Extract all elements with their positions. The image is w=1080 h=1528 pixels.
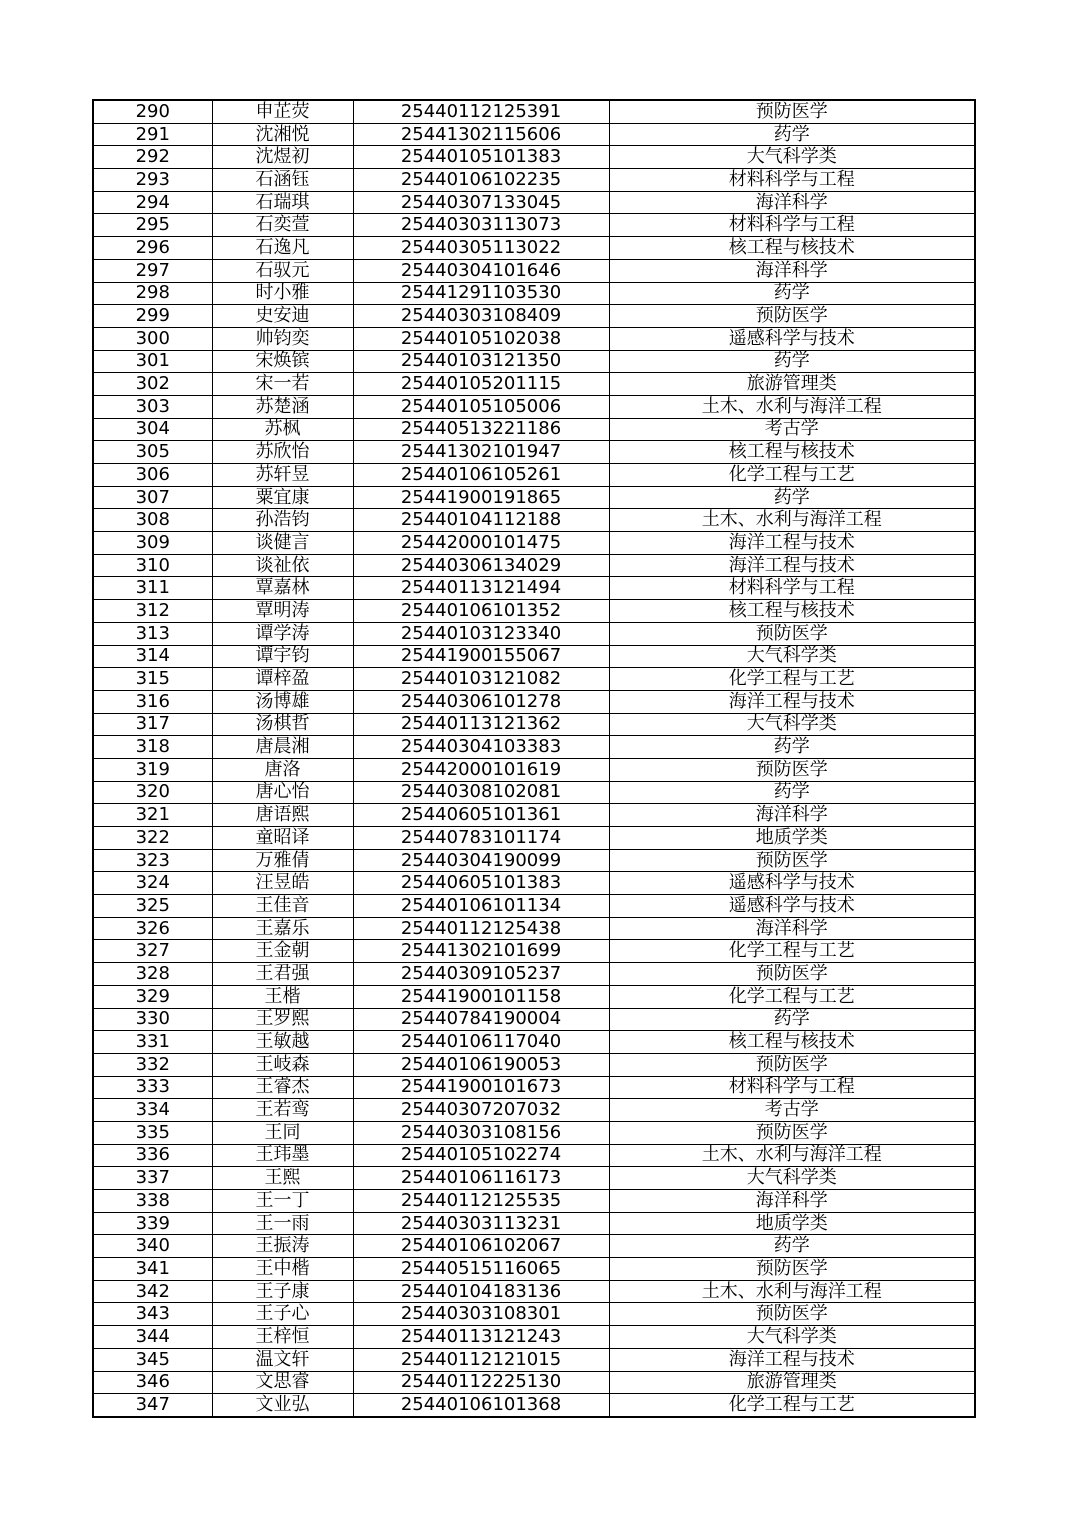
major-cell: 海洋科学 (609, 259, 975, 282)
table-row (93, 191, 975, 214)
name-cell: 万雅倩 (212, 849, 353, 872)
candidate-id-cell: 25440513221186 (353, 418, 609, 441)
table-row (93, 282, 975, 305)
candidate-id-cell: 25440112125391 (353, 100, 609, 123)
row-number-cell: 343 (93, 1303, 212, 1326)
table-row (93, 804, 975, 827)
row-number-cell: 344 (93, 1326, 212, 1349)
candidate-id-cell: 25440303113073 (353, 214, 609, 237)
row-number-cell: 313 (93, 622, 212, 645)
table-row (93, 600, 975, 623)
candidate-id-cell: 25440113121243 (353, 1326, 609, 1349)
major-cell: 药学 (609, 123, 975, 146)
major-cell: 预防医学 (609, 849, 975, 872)
name-cell: 谈健言 (212, 532, 353, 555)
candidate-id-cell: 25440112125438 (353, 917, 609, 940)
table-row (93, 895, 975, 918)
major-cell: 大气科学类 (609, 1326, 975, 1349)
major-cell: 海洋科学 (609, 1190, 975, 1213)
candidate-id-cell: 25440106105261 (353, 464, 609, 487)
row-number-cell: 316 (93, 690, 212, 713)
row-number-cell: 310 (93, 554, 212, 577)
major-cell: 海洋科学 (609, 191, 975, 214)
table-row (93, 214, 975, 237)
table-row (93, 849, 975, 872)
name-cell: 覃明涛 (212, 600, 353, 623)
major-cell: 化学工程与工艺 (609, 1394, 975, 1417)
row-number-cell: 292 (93, 146, 212, 169)
candidate-id-cell: 25440106117040 (353, 1031, 609, 1054)
table-row (93, 237, 975, 260)
row-number-cell: 311 (93, 577, 212, 600)
table-row (93, 146, 975, 169)
major-cell: 化学工程与工艺 (609, 668, 975, 691)
name-cell: 宋一若 (212, 373, 353, 396)
row-number-cell: 329 (93, 985, 212, 1008)
student-list-table (92, 99, 976, 1418)
table-row (93, 1235, 975, 1258)
candidate-id-cell: 25440306101278 (353, 690, 609, 713)
row-number-cell: 318 (93, 736, 212, 759)
row-number-cell: 306 (93, 464, 212, 487)
row-number-cell: 320 (93, 781, 212, 804)
candidate-id-cell: 25441900155067 (353, 645, 609, 668)
table-row (93, 1371, 975, 1394)
name-cell: 王熙 (212, 1167, 353, 1190)
name-cell: 王岐森 (212, 1053, 353, 1076)
candidate-id-cell: 25440106102235 (353, 169, 609, 192)
major-cell: 材料科学与工程 (609, 577, 975, 600)
major-cell: 化学工程与工艺 (609, 985, 975, 1008)
candidate-id-cell: 25441291103530 (353, 282, 609, 305)
table-row (93, 418, 975, 441)
table-row (93, 917, 975, 940)
candidate-id-cell: 25441900101673 (353, 1076, 609, 1099)
name-cell: 汪昱皓 (212, 872, 353, 895)
name-cell: 史安迪 (212, 305, 353, 328)
major-cell: 地质学类 (609, 827, 975, 850)
major-cell: 土木、水利与海洋工程 (609, 509, 975, 532)
table-row (93, 486, 975, 509)
name-cell: 王一丁 (212, 1190, 353, 1213)
major-cell: 预防医学 (609, 1303, 975, 1326)
name-cell: 苏轩昱 (212, 464, 353, 487)
name-cell: 谭学涛 (212, 622, 353, 645)
table-row (93, 1190, 975, 1213)
table-row (93, 940, 975, 963)
major-cell: 化学工程与工艺 (609, 464, 975, 487)
table-row (93, 554, 975, 577)
table-row (93, 690, 975, 713)
major-cell: 海洋工程与技术 (609, 554, 975, 577)
major-cell: 大气科学类 (609, 645, 975, 668)
major-cell: 大气科学类 (609, 146, 975, 169)
table-row (93, 1008, 975, 1031)
candidate-id-cell: 25440106116173 (353, 1167, 609, 1190)
name-cell: 谈祉依 (212, 554, 353, 577)
table-row (93, 509, 975, 532)
major-cell: 遥感科学与技术 (609, 872, 975, 895)
table-row (93, 963, 975, 986)
candidate-id-cell: 25440105201115 (353, 373, 609, 396)
name-cell: 帅钧奕 (212, 327, 353, 350)
name-cell: 唐心怡 (212, 781, 353, 804)
major-cell: 海洋科学 (609, 804, 975, 827)
candidate-id-cell: 25440112225130 (353, 1371, 609, 1394)
name-cell: 谭梓盈 (212, 668, 353, 691)
name-cell: 童昭译 (212, 827, 353, 850)
row-number-cell: 322 (93, 827, 212, 850)
major-cell: 预防医学 (609, 1053, 975, 1076)
major-cell: 考古学 (609, 418, 975, 441)
major-cell: 预防医学 (609, 622, 975, 645)
row-number-cell: 314 (93, 645, 212, 668)
table-row (93, 350, 975, 373)
name-cell: 文业弘 (212, 1394, 353, 1417)
major-cell: 土木、水利与海洋工程 (609, 1144, 975, 1167)
major-cell: 药学 (609, 781, 975, 804)
row-number-cell: 297 (93, 259, 212, 282)
table-row (93, 985, 975, 1008)
major-cell: 化学工程与工艺 (609, 940, 975, 963)
name-cell: 唐晨湘 (212, 736, 353, 759)
row-number-cell: 304 (93, 418, 212, 441)
row-number-cell: 333 (93, 1076, 212, 1099)
candidate-id-cell: 25440303113231 (353, 1212, 609, 1235)
candidate-id-cell: 25440105102274 (353, 1144, 609, 1167)
major-cell: 海洋工程与技术 (609, 1348, 975, 1371)
name-cell: 王玮墨 (212, 1144, 353, 1167)
table-body (93, 100, 975, 1417)
table-row (93, 758, 975, 781)
name-cell: 王君强 (212, 963, 353, 986)
table-row (93, 1212, 975, 1235)
table-row (93, 1167, 975, 1190)
major-cell: 旅游管理类 (609, 373, 975, 396)
candidate-id-cell: 25440106102067 (353, 1235, 609, 1258)
table-row (93, 1099, 975, 1122)
table-row (93, 1076, 975, 1099)
row-number-cell: 290 (93, 100, 212, 123)
name-cell: 王睿杰 (212, 1076, 353, 1099)
table-row (93, 327, 975, 350)
name-cell: 石驭元 (212, 259, 353, 282)
major-cell: 预防医学 (609, 963, 975, 986)
name-cell: 王中楷 (212, 1258, 353, 1281)
row-number-cell: 334 (93, 1099, 212, 1122)
name-cell: 石逸凡 (212, 237, 353, 260)
table-row (93, 259, 975, 282)
row-number-cell: 327 (93, 940, 212, 963)
candidate-id-cell: 25440105105006 (353, 395, 609, 418)
candidate-id-cell: 25440303108156 (353, 1121, 609, 1144)
candidate-id-cell: 25440303108301 (353, 1303, 609, 1326)
candidate-id-cell: 25440783101174 (353, 827, 609, 850)
row-number-cell: 312 (93, 600, 212, 623)
major-cell: 材料科学与工程 (609, 214, 975, 237)
table-row (93, 1303, 975, 1326)
major-cell: 材料科学与工程 (609, 169, 975, 192)
row-number-cell: 342 (93, 1280, 212, 1303)
major-cell: 海洋工程与技术 (609, 690, 975, 713)
table-row (93, 1144, 975, 1167)
name-cell: 王振涛 (212, 1235, 353, 1258)
table-row (93, 123, 975, 146)
name-cell: 王嘉乐 (212, 917, 353, 940)
row-number-cell: 317 (93, 713, 212, 736)
candidate-id-cell: 25441302101699 (353, 940, 609, 963)
candidate-id-cell: 25440103123340 (353, 622, 609, 645)
candidate-id-cell: 25442000101619 (353, 758, 609, 781)
name-cell: 汤博雄 (212, 690, 353, 713)
major-cell: 药学 (609, 1235, 975, 1258)
candidate-id-cell: 25440106101368 (353, 1394, 609, 1417)
candidate-id-cell: 25440106190053 (353, 1053, 609, 1076)
major-cell: 预防医学 (609, 758, 975, 781)
table-row (93, 464, 975, 487)
name-cell: 苏楚涵 (212, 395, 353, 418)
table-row (93, 305, 975, 328)
major-cell: 土木、水利与海洋工程 (609, 1280, 975, 1303)
name-cell: 时小雅 (212, 282, 353, 305)
table-row (93, 532, 975, 555)
table-row (93, 1348, 975, 1371)
table-row (93, 373, 975, 396)
name-cell: 唐语熙 (212, 804, 353, 827)
major-cell: 大气科学类 (609, 713, 975, 736)
row-number-cell: 337 (93, 1167, 212, 1190)
candidate-id-cell: 25440106101352 (353, 600, 609, 623)
name-cell: 石奕萱 (212, 214, 353, 237)
candidate-id-cell: 25440104112188 (353, 509, 609, 532)
name-cell: 王金朝 (212, 940, 353, 963)
candidate-id-cell: 25440104183136 (353, 1280, 609, 1303)
major-cell: 药学 (609, 736, 975, 759)
major-cell: 药学 (609, 486, 975, 509)
row-number-cell: 323 (93, 849, 212, 872)
candidate-id-cell: 25440304190099 (353, 849, 609, 872)
row-number-cell: 346 (93, 1371, 212, 1394)
row-number-cell: 293 (93, 169, 212, 192)
candidate-id-cell: 25440304103383 (353, 736, 609, 759)
name-cell: 宋焕镔 (212, 350, 353, 373)
candidate-id-cell: 25440105101383 (353, 146, 609, 169)
row-number-cell: 325 (93, 895, 212, 918)
major-cell: 药学 (609, 1008, 975, 1031)
name-cell: 谭宇钧 (212, 645, 353, 668)
row-number-cell: 307 (93, 486, 212, 509)
row-number-cell: 328 (93, 963, 212, 986)
row-number-cell: 295 (93, 214, 212, 237)
name-cell: 沈湘悦 (212, 123, 353, 146)
name-cell: 王楷 (212, 985, 353, 1008)
candidate-id-cell: 25440304101646 (353, 259, 609, 282)
candidate-id-cell: 25440306134029 (353, 554, 609, 577)
candidate-id-cell: 25440605101361 (353, 804, 609, 827)
name-cell: 石瑞琪 (212, 191, 353, 214)
name-cell: 王同 (212, 1121, 353, 1144)
table-row (93, 1258, 975, 1281)
name-cell: 粟宜康 (212, 486, 353, 509)
table-row (93, 577, 975, 600)
row-number-cell: 338 (93, 1190, 212, 1213)
row-number-cell: 347 (93, 1394, 212, 1417)
row-number-cell: 319 (93, 758, 212, 781)
major-cell: 海洋科学 (609, 917, 975, 940)
major-cell: 核工程与核技术 (609, 441, 975, 464)
name-cell: 沈煜初 (212, 146, 353, 169)
row-number-cell: 308 (93, 509, 212, 532)
name-cell: 王一雨 (212, 1212, 353, 1235)
name-cell: 唐洛 (212, 758, 353, 781)
table-row (93, 645, 975, 668)
row-number-cell: 330 (93, 1008, 212, 1031)
table-row (93, 169, 975, 192)
candidate-id-cell: 25440105102038 (353, 327, 609, 350)
major-cell: 核工程与核技术 (609, 237, 975, 260)
row-number-cell: 324 (93, 872, 212, 895)
row-number-cell: 298 (93, 282, 212, 305)
table-row (93, 441, 975, 464)
candidate-id-cell: 25441900191865 (353, 486, 609, 509)
row-number-cell: 321 (93, 804, 212, 827)
major-cell: 材料科学与工程 (609, 1076, 975, 1099)
table-row (93, 872, 975, 895)
name-cell: 王子康 (212, 1280, 353, 1303)
table-row (93, 1280, 975, 1303)
name-cell: 孙浩钧 (212, 509, 353, 532)
name-cell: 王若鸾 (212, 1099, 353, 1122)
candidate-id-cell: 25440113121362 (353, 713, 609, 736)
major-cell: 旅游管理类 (609, 1371, 975, 1394)
candidate-id-cell: 25441900101158 (353, 985, 609, 1008)
candidate-id-cell: 25441302115606 (353, 123, 609, 146)
name-cell: 覃嘉林 (212, 577, 353, 600)
major-cell: 海洋工程与技术 (609, 532, 975, 555)
table-row (93, 1394, 975, 1417)
table-row (93, 827, 975, 850)
row-number-cell: 302 (93, 373, 212, 396)
table-row (93, 1121, 975, 1144)
candidate-id-cell: 25440106101134 (353, 895, 609, 918)
table-row (93, 395, 975, 418)
candidate-id-cell: 25442000101475 (353, 532, 609, 555)
candidate-id-cell: 25440308102081 (353, 781, 609, 804)
major-cell: 预防医学 (609, 100, 975, 123)
major-cell: 预防医学 (609, 305, 975, 328)
table-row (93, 1053, 975, 1076)
major-cell: 遥感科学与技术 (609, 327, 975, 350)
candidate-id-cell: 25440112121015 (353, 1348, 609, 1371)
row-number-cell: 305 (93, 441, 212, 464)
candidate-id-cell: 25440305113022 (353, 237, 609, 260)
row-number-cell: 309 (93, 532, 212, 555)
row-number-cell: 341 (93, 1258, 212, 1281)
candidate-id-cell: 25440307207032 (353, 1099, 609, 1122)
row-number-cell: 326 (93, 917, 212, 940)
table-row (93, 668, 975, 691)
row-number-cell: 291 (93, 123, 212, 146)
row-number-cell: 339 (93, 1212, 212, 1235)
row-number-cell: 299 (93, 305, 212, 328)
name-cell: 文思睿 (212, 1371, 353, 1394)
name-cell: 石涵钰 (212, 169, 353, 192)
row-number-cell: 315 (93, 668, 212, 691)
name-cell: 王佳音 (212, 895, 353, 918)
name-cell: 汤棋哲 (212, 713, 353, 736)
row-number-cell: 296 (93, 237, 212, 260)
major-cell: 核工程与核技术 (609, 600, 975, 623)
name-cell: 温文轩 (212, 1348, 353, 1371)
table-row (93, 713, 975, 736)
candidate-id-cell: 25440307133045 (353, 191, 609, 214)
candidate-id-cell: 25440112125535 (353, 1190, 609, 1213)
candidate-id-cell: 25441302101947 (353, 441, 609, 464)
table-row (93, 1031, 975, 1054)
major-cell: 考古学 (609, 1099, 975, 1122)
major-cell: 大气科学类 (609, 1167, 975, 1190)
row-number-cell: 294 (93, 191, 212, 214)
candidate-id-cell: 25440515116065 (353, 1258, 609, 1281)
candidate-id-cell: 25440605101383 (353, 872, 609, 895)
row-number-cell: 301 (93, 350, 212, 373)
major-cell: 土木、水利与海洋工程 (609, 395, 975, 418)
name-cell: 申芷荧 (212, 100, 353, 123)
major-cell: 地质学类 (609, 1212, 975, 1235)
candidate-id-cell: 25440303108409 (353, 305, 609, 328)
row-number-cell: 300 (93, 327, 212, 350)
row-number-cell: 340 (93, 1235, 212, 1258)
row-number-cell: 335 (93, 1121, 212, 1144)
candidate-id-cell: 25440309105237 (353, 963, 609, 986)
name-cell: 王子心 (212, 1303, 353, 1326)
name-cell: 苏枫 (212, 418, 353, 441)
major-cell: 药学 (609, 350, 975, 373)
row-number-cell: 303 (93, 395, 212, 418)
major-cell: 遥感科学与技术 (609, 895, 975, 918)
table-row (93, 100, 975, 123)
row-number-cell: 336 (93, 1144, 212, 1167)
name-cell: 王敏越 (212, 1031, 353, 1054)
major-cell: 核工程与核技术 (609, 1031, 975, 1054)
table-row (93, 736, 975, 759)
table-row (93, 781, 975, 804)
row-number-cell: 345 (93, 1348, 212, 1371)
candidate-id-cell: 25440113121494 (353, 577, 609, 600)
name-cell: 苏欣怡 (212, 441, 353, 464)
table-row (93, 1326, 975, 1349)
major-cell: 预防医学 (609, 1121, 975, 1144)
candidate-id-cell: 25440103121350 (353, 350, 609, 373)
candidate-id-cell: 25440784190004 (353, 1008, 609, 1031)
name-cell: 王梓恒 (212, 1326, 353, 1349)
row-number-cell: 332 (93, 1053, 212, 1076)
candidate-id-cell: 25440103121082 (353, 668, 609, 691)
table-row (93, 622, 975, 645)
major-cell: 药学 (609, 282, 975, 305)
name-cell: 王罗熙 (212, 1008, 353, 1031)
row-number-cell: 331 (93, 1031, 212, 1054)
major-cell: 预防医学 (609, 1258, 975, 1281)
